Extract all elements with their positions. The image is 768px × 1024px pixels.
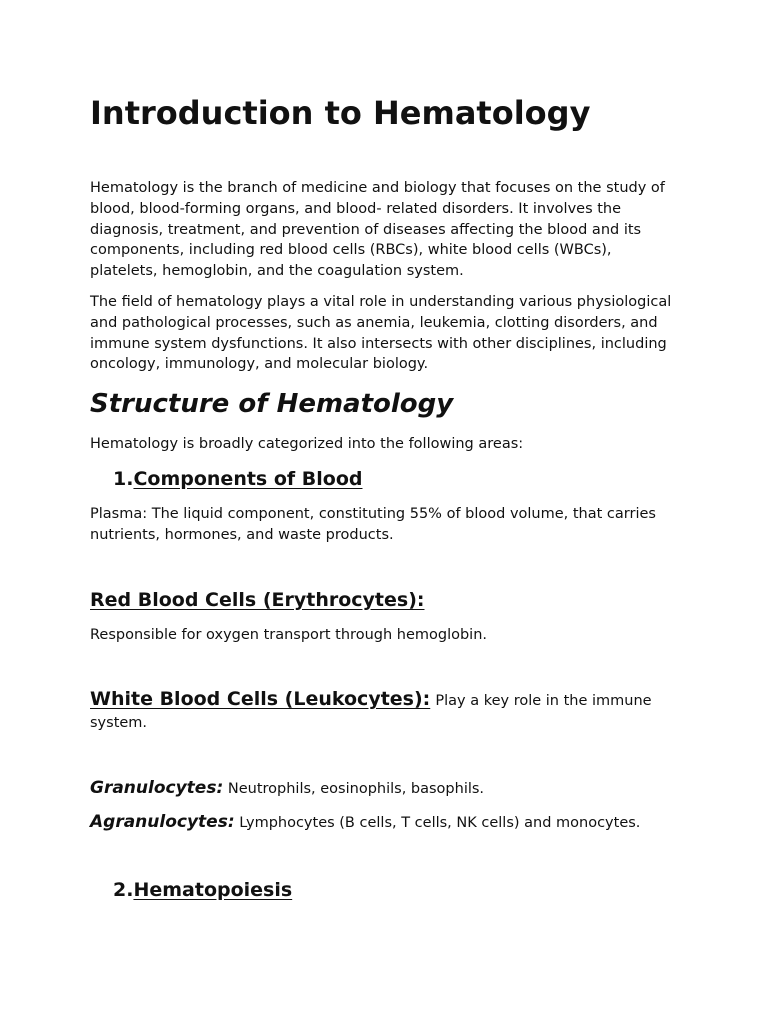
numbered-heading-hematopoiesis — [113, 878, 292, 902]
agranulocytes-label: Agranulocytes: — [90, 812, 235, 832]
granulocytes-label: Granulocytes: — [90, 778, 224, 798]
list-number: 1. — [113, 468, 134, 490]
areas-intro-text: Hematology is broadly categorized into the following areas: — [90, 436, 524, 452]
page-title: Introduction to Hematology — [90, 94, 591, 132]
list-heading-label: Components of Blood — [133, 468, 363, 490]
numbered-heading-components — [113, 467, 362, 491]
document-page — [90, 0, 680, 1024]
wbc-text: Play a key role in the immune system. — [90, 693, 652, 731]
agranulocytes-text: Lymphocytes (B cells, T cells, NK cells) and monocytes. — [239, 815, 641, 831]
granulocytes-text: Neutrophils, eosinophils, basophils. — [227, 781, 485, 797]
list-number: 2. — [113, 879, 134, 901]
rbc-paragraph: Responsible for oxygen transport through hemoglobin. — [90, 627, 488, 643]
section-heading-structure: Structure of Hematology — [90, 389, 454, 419]
wbc-block — [90, 688, 680, 734]
agranulocytes-line — [90, 811, 640, 834]
list-heading-label: Hematopoiesis — [133, 879, 293, 901]
granulocytes-line — [90, 777, 484, 800]
plasma-paragraph: Plasma: The liquid component, constituting 55% of blood volume, that carries nutrients, hormones, and waste products. — [90, 506, 656, 543]
intro-paragraph-2: The field of hematology plays a vital role in understanding various physiological and pathological processes, such as anemia, leukemia, clotting disorders, and immune system dysfunctions. It also intersects with other disciplines, including oncology, immunology, and molecular biology. — [90, 294, 672, 373]
rbc-heading: Red Blood Cells (Erythrocytes): — [90, 589, 425, 611]
wbc-heading: White Blood Cells (Leukocytes): — [90, 688, 431, 710]
intro-paragraph-1: Hematology is the branch of medicine and biology that focuses on the study of blood, blood-forming organs, and blood- related disorders. It involves the diagnosis, treatment, and prevention of diseases affecting the blood and its components, including red blood cells (RBCs), white blood cells (WBCs), platelets, hemoglobin, and the coagulation system. — [90, 180, 665, 280]
